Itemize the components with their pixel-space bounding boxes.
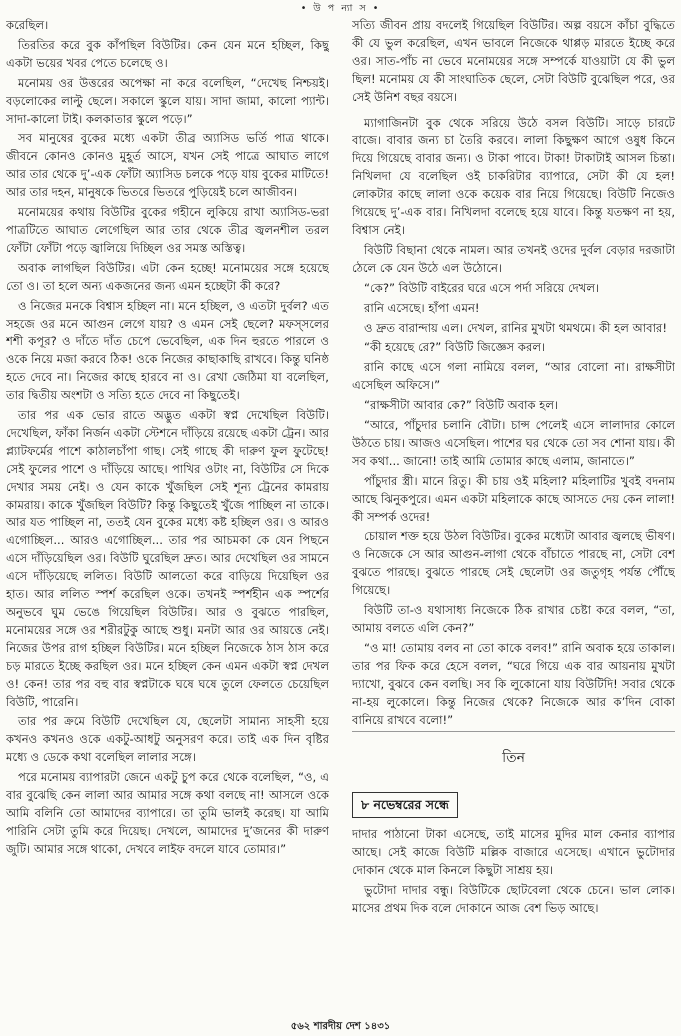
paragraph: পরে মনোময় ব্যাপারটা জেনে একটু চুপ করে থেকে বলেছিল, “ও, এ বার বুঝেছি কেন লালা আর আমার সঙ্গে কথা বলছে না! আসলে ওকে আমি বলিনি তো আমাদের ব্যাপারে। তা তুমি ভালই করেছ। যা আমি পারিনি সেটা তুমি করে দিয়েছ। দেখলে, আমাদের দু’জনের কী দারুণ জুটি। আমার সঙ্গে থাকো, দেখবে লাইফ বদলে যাবে তোমার।” bbox=[6, 770, 329, 856]
chapter-divider bbox=[352, 731, 675, 732]
paragraph: তিরতির করে বুক কাঁপছিল বিউটির। কেন যেন মনে হচ্ছিল, কিছু একটা ভয়ের খবর পেতে চলেছে ও। bbox=[6, 37, 329, 70]
paragraph: সব মানুষের বুকের মধ্যে একটা তীব্র অ্যাসিড ভর্তি পাত্র থাকে। জীবনে কোনও কোনও মুহূর্ত আসে, যখন সেই পাত্রে আঘাত লাগে আর তার থেকে দু’-এক ফোঁটা অ্যাসিড চলকে পড়ে যায় বুকের মাটিতে! আর তার দহন, মানুষকে ভিতরে ভিতরে পুড়িয়েই চলে আজীবন। bbox=[6, 131, 329, 200]
paragraph: “আরে, পাঁচুদার চলানি বৌটা। চান্স পেলেই এসে লালাদার কোলে উঠতে চায়। আজও এসেছিল। পাশের ঘর থেকে তো সব শোনা যায়। কী সব কথা... জানো! তাই আমি তোমার কাছে এলাম, জানাতে।” bbox=[352, 418, 675, 468]
paragraph: দাদার পাঠানো টাকা এসেছে, তাই মাসের মুদির মাল কেনার ব্যাপার আছে। সেই কাজে বিউটি মল্লিক বাজারে এসেছে। এখানে ভুটোদার দোকান থেকে মাল কিনলে কিছুটা সাশ্রয় হয়। bbox=[352, 827, 675, 878]
paragraph: ও নিজের মনকে বিশ্বাস হচ্ছিল না। মনে হচ্ছিল, ও এতটা দুর্বল? এত সহজে ওর মনে আগুন লেগে যায়? ও এমন সেই ছেলে? মফস্সলের শশী কপূর? ও দাঁতে দাঁত চেপে ভেবেছিল, এক দিন হুরতে পারলে ও ওকে নিয়ে মজা করবে ঠিক! ওকে নিজের কাছাকাছি রাখবে। কিন্তু ঘনিষ্ঠ হতে দেবে না। নিজের কাছে হারবে না ও। রেখা জেঠিমা যা বলেছিল, তার দ্বিতীয় অংশটা ও সত্যি হতে দেবে না কিছুতেই। bbox=[6, 298, 329, 403]
paragraph: মনোময়ের কথায় বিউটির বুকের গহীনে লুকিয়ে রাখা অ্যাসিড-ভরা পাত্রটিতে আঘাত লেগেছিল আর তার থেকে তীব্র জ্বলনশীল তরল ফোঁটা ফোঁটা পড়ে জ্বালিয়ে দিচ্ছিল ওর সমস্ত অস্তিত্ব। bbox=[6, 205, 329, 255]
paragraph: বিউটি বিছানা থেকে নামল। আর তখনই ওদের দুর্বল বেড়ার দরজাটা ঠেলে কে যেন উঠে এল উঠোনে। bbox=[352, 242, 675, 275]
section-heading: ৮ নভেম্বরের সন্ধে bbox=[352, 792, 458, 818]
paragraph: “কে?” বিউটি বাইরের ঘরে এসে পর্দা সরিয়ে দেখল। bbox=[364, 280, 600, 295]
paragraph: ম্যাগাজিনটা বুক থেকে সরিয়ে উঠে বসল বিউটি। সাড়ে চারটে বাজে। বাবার জন্য চা তৈরি করবে। লালা কিছুক্ষণ আগে ওষুধ কিনে দিয়ে গিয়েছে বাবার জন্য। ও টাকা পাবে। টাকা! টাকাটাই আসল চিন্তা। নিখিলদা যে বলেছিল ওই চাকরিটার ব্যাপারে, সেটা কী যে হল! লোকটার কাছে লালা ওকে কয়েক বার নিয়ে গিয়েছে। বিউটি নিজেও গিয়েছে দু’-এক বার। নিখিলদা বলেছে হয়ে যাবে। কিন্তু যতক্ষণ না হয়, বিশ্বাস নেই। bbox=[352, 115, 675, 237]
paragraph: করেছিল। bbox=[6, 18, 49, 32]
paragraph: সত্যি জীবন প্রায় বদলেই গিয়েছিল বিউটির। অল্প বয়সে কাঁচা বুদ্ধিতে কী যে ভুল করেছিল, এখন ভাবলে নিজেকে থাপ্পড় মারতে ইচ্ছে করে ওর। সাত-পাঁচ না ভেবে মনোময়ের সঙ্গে সম্পর্কে যাওয়াটা যে কী ভুল ছিল! মনোময় যে কী সাংঘাতিক ছেলে, সেটা বিউটি বুঝেছিল পরে, ওর সেই উনিশ বছর বয়সে। bbox=[352, 18, 675, 104]
right-column-top bbox=[352, 17, 675, 729]
paragraph: রানি এসেছে। হাঁপা এমন! bbox=[364, 300, 480, 315]
paragraph: রানি কাছে এসে গলা নামিয়ে বলল, “আর বোলো না। রাক্ষসীটা এসেছিল অফিসে।” bbox=[352, 360, 675, 393]
paragraph: ও দ্রুত বারান্দায় এল। দেখল, রানির মুখটা থমথমে। কী হল আবার! bbox=[364, 320, 667, 335]
right-column bbox=[352, 17, 675, 1017]
right-column-bottom bbox=[352, 826, 675, 918]
page-footer: ৫৬২ শারদীয় দেশ ১৪৩১ bbox=[290, 1021, 391, 1032]
paragraph: “ও মা! তোমায় বলব না তো কাকে বলব!” রানি অবাক হয়ে তাকাল। তার পর ফিক করে হেসে বলল, “ঘরে গিয়ে এক বার আয়নায় মুখটা দ্যাখো, বুঝবে কেন বলছি। সব কি লুকোনো যায় বিউটিদি! সবার থেকে না-হয় লুকোলে। কিন্তু নিজের থেকে? নিজেকে আর ক’দিন বোকা বানিয়ে রাখবে বলো!” bbox=[352, 640, 675, 727]
paragraph: মনোময় ওর উত্তরের অপেক্ষা না করে বলেছিল, “দেখেছ নিশ্চয়ই। বড়লোকের লাল্টু ছেলে। সকালে স্কুলে যায়। সাদা জামা, কালো প্যান্ট। সাদা-কালো টাই। কলকাতার স্কুলে পড়ে।” bbox=[6, 75, 329, 126]
paragraph: “রাক্ষসীটা আবার কে?” বিউটি অবাক হল। bbox=[364, 398, 559, 413]
paragraph: ভুটোদা দাদার বন্ধু। বিউটিকে ছোটবেলা থেকে চেনে। ভাল লোক। মাসের প্রথম দিক বলে দোকানে আজ বেশ ভিড় আছে। bbox=[352, 882, 675, 915]
paragraph: তার পর ক্রমে বিউটি দেখেছিল যে, ছেলেটা সামান্য সাহসী হয়ে কখনও কখনও ওকে একটু-আধটু অনুসরণ করে। তাই এক দিন বৃষ্টির মধ্যে ও ডেকে কথা বলেছিল লালার সঙ্গে। bbox=[6, 714, 329, 765]
paragraph: অবাক লাগছিল বিউটির। এটা কেন হচ্ছে! মনোময়ের সঙ্গে হয়েছে তো ও। তা হলে অন্য একজনের জন্য এমন হচ্ছেটা কী করে? bbox=[6, 260, 329, 293]
left-column bbox=[6, 17, 329, 1017]
paragraph: পাঁচুদার স্ত্রী। মানে রিতু। কী চায় ওই মহিলা? মহিলাটির খুবই বদনাম আছে ঝিনুকপুরে। এমন একটা মহিলাকে কাছে আসতে দেয় কেন লালা! কী সম্পর্ক ওদের! bbox=[352, 473, 675, 524]
paragraph: “কী হয়েছে রে?” বিউটি জিজ্ঞেস করল। bbox=[364, 340, 546, 355]
paragraph: চোয়াল শক্ত হয়ে উঠল বিউটির। বুকের মধ্যেটা আবার জ্বলছে ভীষণ। ও নিজেকে সে আর আগুন-লাগা থেকে বাঁচাতে পারছে না, সেটা বেশ বুঝতে পারছে। বুঝতে পারছে সেই ছেলেটা ওর জতুগৃহ পর্যন্ত পৌঁছে গিয়েছে। bbox=[352, 529, 675, 598]
paragraph: বিউটি তা-ও যথাসাধ্য নিজেকে ঠিক রাখার চেষ্টা করে বলল, “তা, আমায় বলতে এলি কেন?” bbox=[352, 603, 675, 635]
chapter-title: তিন bbox=[502, 750, 525, 767]
paragraph: তার পর এক ভোর রাতে অদ্ভুত একটা স্বপ্ন দেখেছিল বিউটি। দেখেছিল, ফাঁকা নির্জন একটা স্টেশনে দাঁড়িয়ে রয়েছে একটা ট্রেন। আর প্ল্যাটফর্মের পাশে কাঠালচাঁপা গাছ। সেই গাছে কী দারুণ ফুল ফুটেছে! সেই ফুলের পাশে ও দাঁড়িয়ে আছে। পাখির ওটাং না, বিউটির সে দিকে দেখার সময় নেই। ও যেন কাকে খুঁজছিল সেই শূন্য ট্রেনের কামরায় কামরায়। কাকে খুঁজছিল বিউটি? কিন্তু কিছুতেই খুঁজে পাচ্ছিল না তাকে। আর যত পাচ্ছিল না, ততই যেন বুকের মধ্যে কষ্ট হচ্ছিল ওর। ও আরও এগোচ্ছিল... আরও এগোচ্ছিল... তার পর আচমকা কে যেন পিছনে এসে দাঁড়িয়েছিল ওর। বিউটি ঘুরেছিল দ্রুত। আর দেখেছিল ওর সামনে এসে দাঁড়িয়েছে ললিত। বিউটি আলতো করে বাড়িয়ে দিয়েছিল ওর হাত। আর ললিত স্পর্শ করেছিল ওকে। তখনই স্পর্শহীন এক স্পর্শের অনুভবে ঘুম ভেঙে গিয়েছিল বিউটির। আর ও বুঝতে পারছিল, মনোময়ের সঙ্গে ওর শরীরটুকু আছে শুধু। মনটা আর ওর আয়ত্তে নেই। নিজের উপর রাগ হচ্ছিল বিউটির। মনে হচ্ছিল নিজেকে ঠাস ঠাস করে চড় মারতে ইচ্ছে করছিল ওর। মনে হচ্ছিল কেন এমন একটা স্বপ্ন দেখল ও! কেন! তার পর বহু বার স্বপ্নটাকে ঘষে ঘষে তুলে ফেলতে চেয়েছিল বিউটি, পারেনি। bbox=[6, 408, 329, 709]
magazine-section-header: • উ প ন্যা স • bbox=[300, 3, 381, 14]
